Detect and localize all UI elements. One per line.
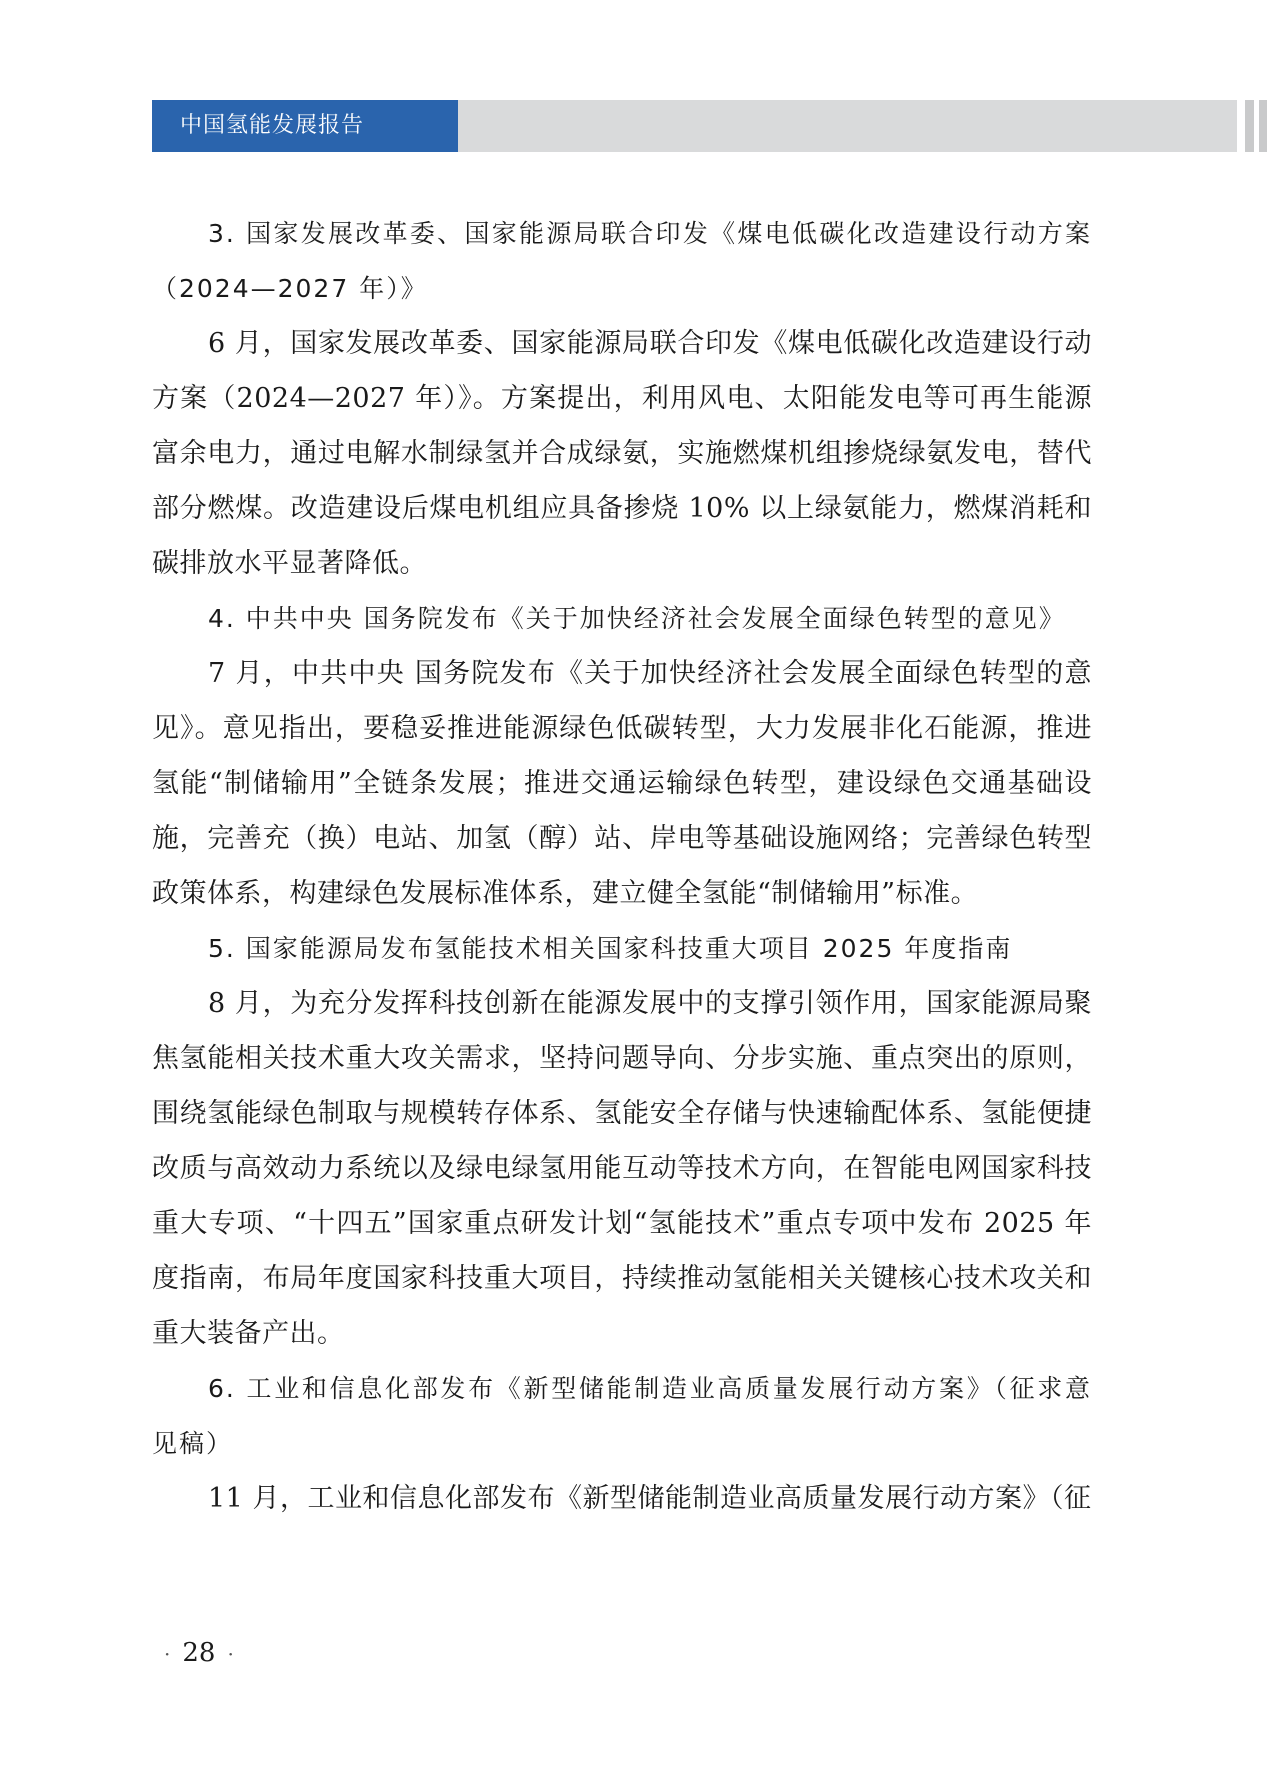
section-paragraph: 8 月，为充分发挥科技创新在能源发展中的支撑引领作用，国家能源局聚焦氢能相关技术重大攻关需求，坚持问题导向、分步实施、重点突出的原则，围绕氢能绿色制取与规模转存体系、氢能安全存储与快速输配体系、氢能便捷改质与高效动力系统以及绿电绿氢用能互动等技术方向，在智能电网国家科技重大专项、“十四五”国家重点研发计划“氢能技术”重点专项中发布 2025 年度指南，布局年度国家科技重大项目，持续推动氢能相关关键核心技术攻关和重大装备产出。	[152, 988, 1092, 1349]
footer-dot: ·	[164, 1642, 171, 1666]
footer-dot: ·	[227, 1642, 234, 1666]
section-paragraph: 6 月，国家发展改革委、国家能源局联合印发《煤电低碳化改造建设行动方案（2024—2027 年）》。方案提出，利用风电、太阳能发电等可再生能源富余电力，通过电解水制绿氢并合成绿氨，实施燃煤机组掺烧绿氨发电，替代部分燃煤。改造建设后煤电机组应具备掺烧 10% 以上绿氨能力，燃煤消耗和碳排放水平显著降低。	[152, 328, 1092, 579]
section-heading: 5. 国家能源局发布氢能技术相关国家科技重大项目 2025 年度指南	[208, 934, 1013, 963]
section-heading: 3. 国家发展改革委、国家能源局联合印发《煤电低碳化改造建设行动方案（2024—2027 年）》	[152, 219, 1092, 303]
section-heading: 6. 工业和信息化部发布《新型储能制造业高质量发展行动方案》（征求意见稿）	[152, 1374, 1092, 1458]
header-decor-bar	[1259, 100, 1267, 152]
page-number: 28	[182, 1638, 216, 1668]
header-decor-bar	[1245, 100, 1254, 152]
section-paragraph: 7 月，中共中央 国务院发布《关于加快经济社会发展全面绿色转型的意见》。意见指出，要稳妥推进能源绿色低碳转型，大力发展非化石能源，推进氢能“制储输用”全链条发展；推进交通运输绿色转型，建设绿色交通基础设施，完善充（换）电站、加氢（醇）站、岸电等基础设施网络；完善绿色转型政策体系，构建绿色发展标准体系，建立健全氢能“制储输用”标准。	[152, 658, 1092, 909]
section-heading: 4. 中共中央 国务院发布《关于加快经济社会发展全面绿色转型的意见》	[208, 604, 1066, 633]
page-footer	[152, 1638, 246, 1668]
running-header-title: 中国氢能发展报告	[180, 113, 365, 138]
section-paragraph: 11 月，工业和信息化部发布《新型储能制造业高质量发展行动方案》（征	[208, 1483, 1092, 1514]
page-body	[152, 206, 1092, 1526]
